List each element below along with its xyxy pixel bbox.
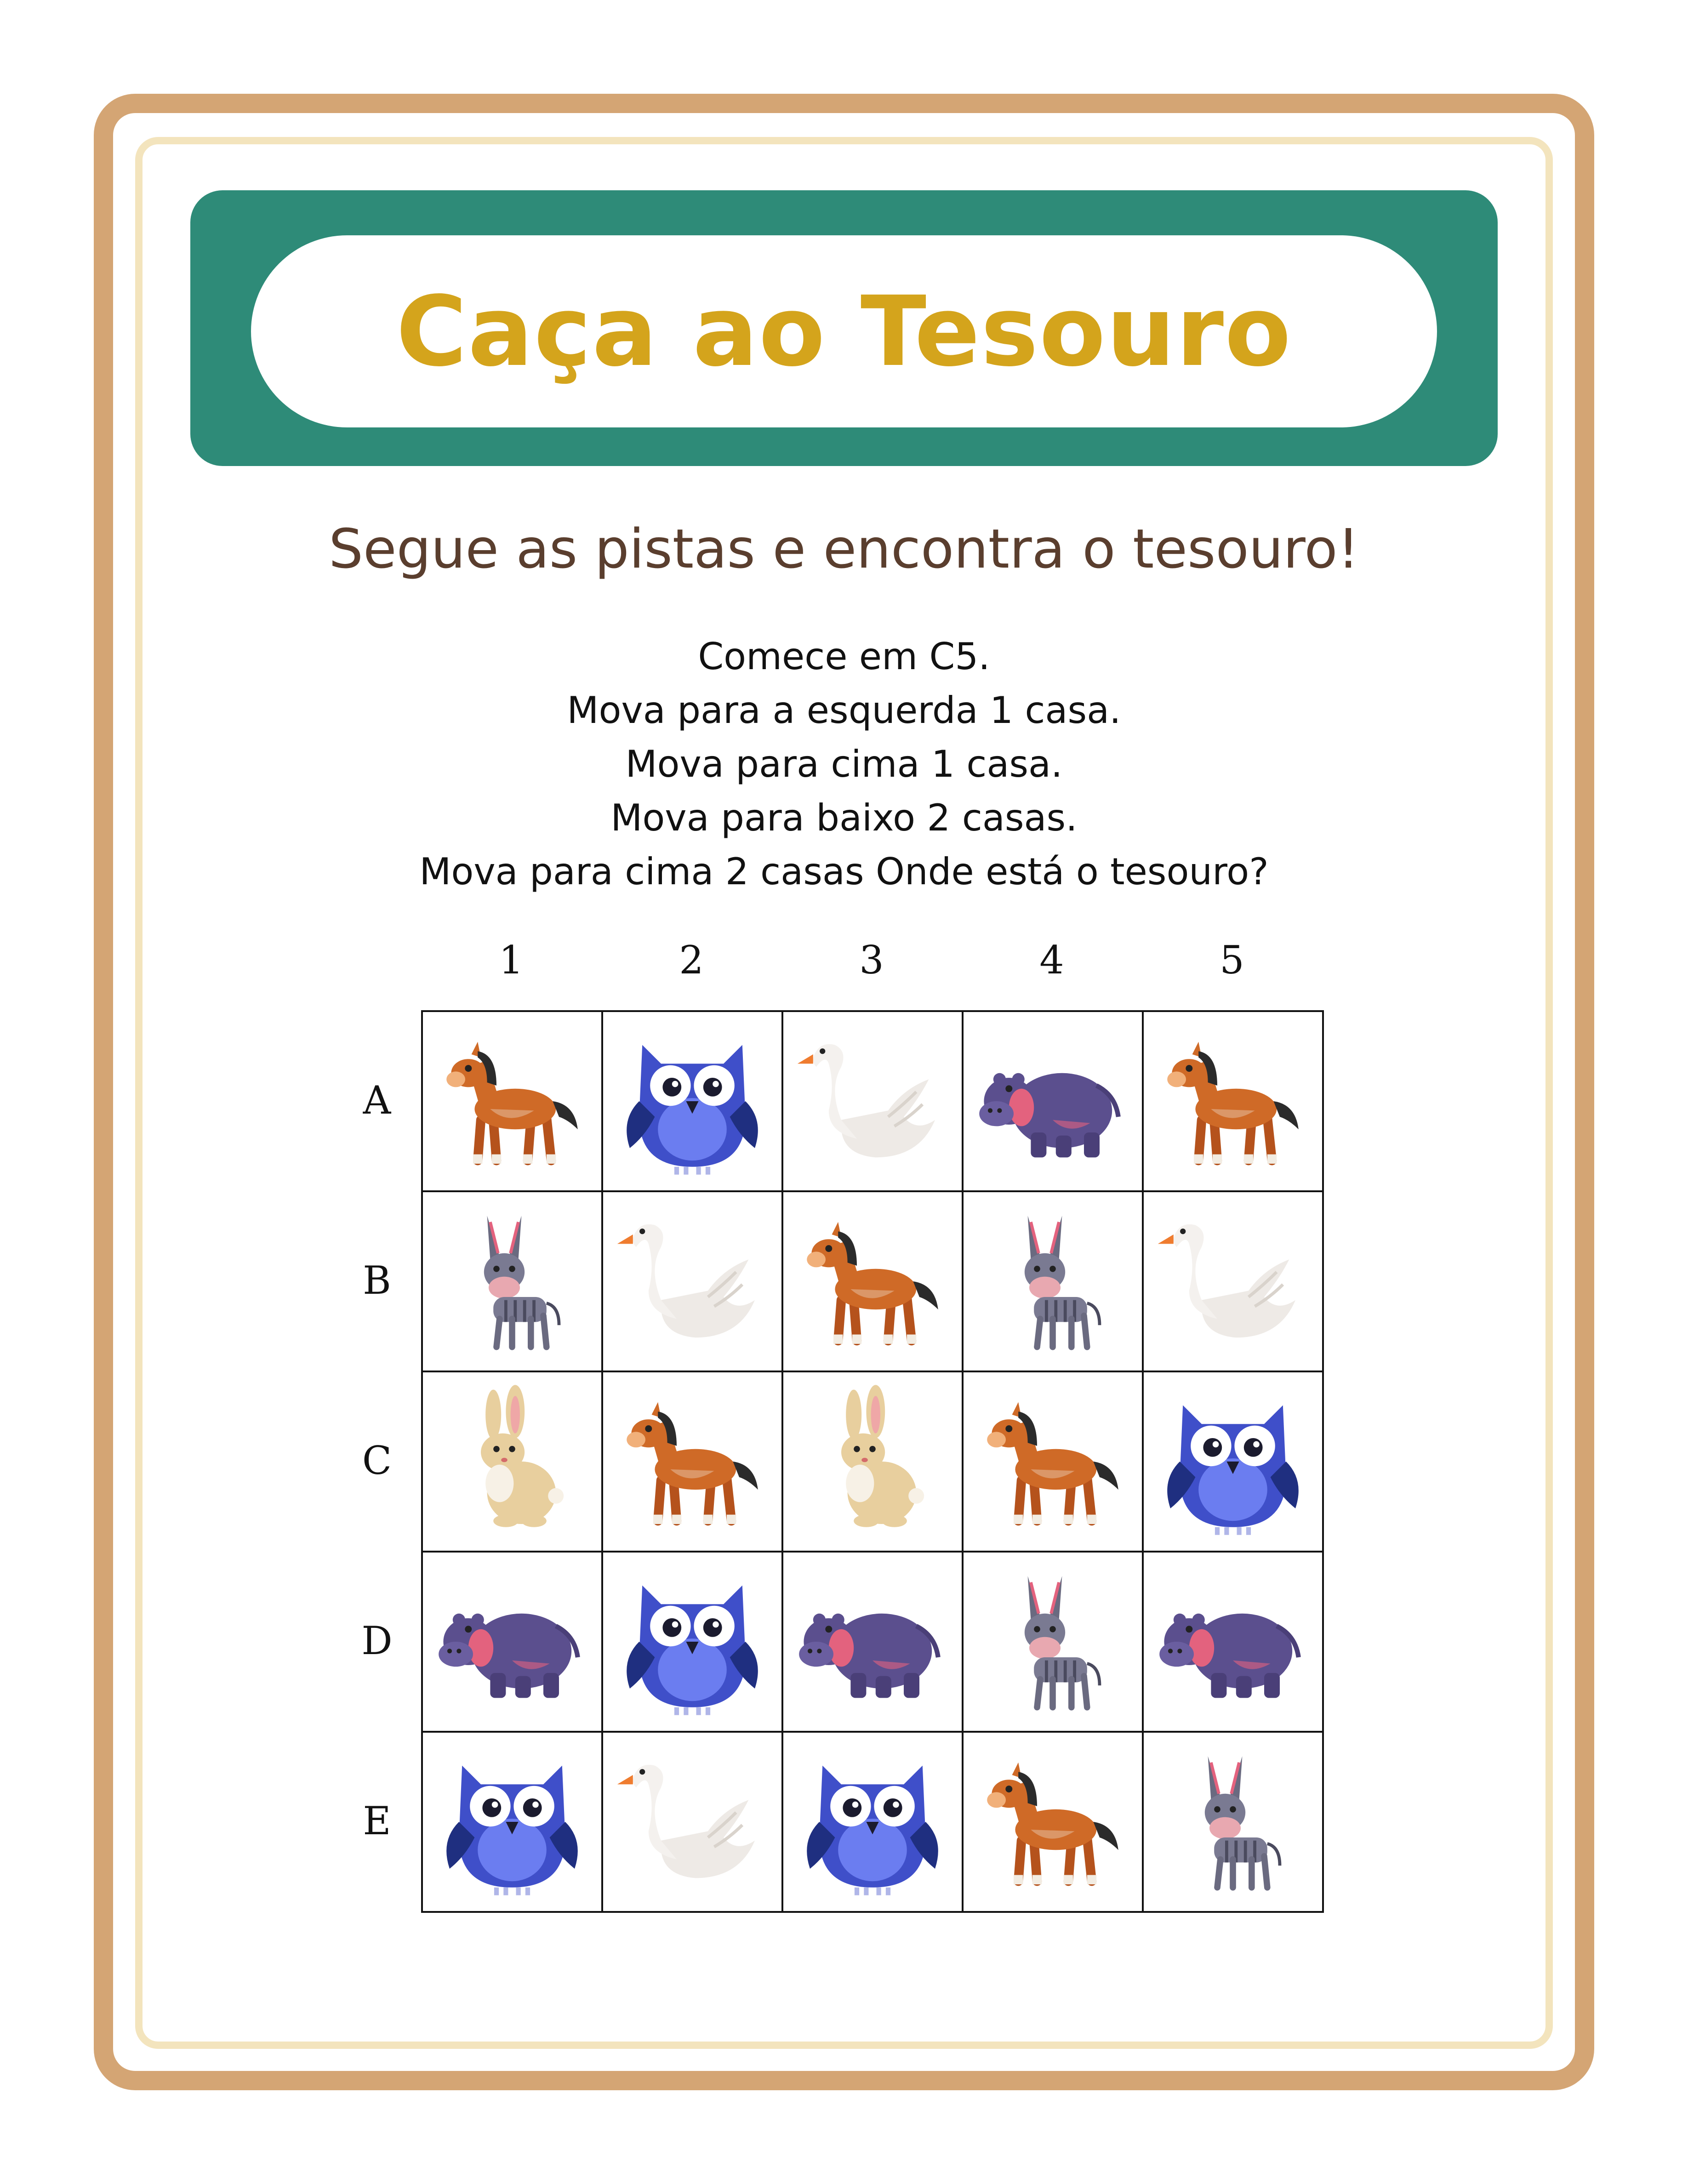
donkey-icon [434,1203,590,1359]
swan-icon [794,1023,951,1179]
rabbit-icon [434,1383,590,1540]
grid-cell [1144,1012,1324,1192]
row-labels [340,1010,414,1911]
clue-line: Comece em C5. [698,635,990,678]
grid-cell [964,1733,1144,1913]
grid-cell [603,1192,783,1372]
grid-cell [1144,1733,1324,1913]
clue-line: Mova para baixo 2 casas. [610,796,1078,839]
grid-cell [783,1012,964,1192]
row-label: C [362,1438,392,1483]
column-labels [421,938,1322,993]
donkey-icon [975,1203,1131,1359]
swan-icon [614,1744,770,1900]
owl-icon [614,1564,770,1720]
clue-line: Mova para cima 2 casas Onde está o tesouro? [419,850,1269,893]
owl-icon [1155,1383,1311,1540]
column-label: 5 [1220,938,1244,983]
grid-cell [1144,1553,1324,1733]
column-label: 2 [679,938,704,983]
grid-cell [783,1733,964,1913]
hippo-icon [434,1564,590,1720]
row-label: E [363,1798,391,1843]
row-label: D [361,1618,393,1663]
hippo-icon [794,1564,951,1720]
horse-icon [794,1203,951,1359]
donkey-icon [1155,1744,1311,1900]
column-label: 1 [499,938,524,983]
column-label: 4 [1039,938,1064,983]
column-label: 3 [859,938,884,983]
swan-icon [1155,1203,1311,1359]
grid-cell [603,1733,783,1913]
grid-cell [1144,1372,1324,1553]
clue-list [0,630,1688,899]
owl-icon [794,1744,951,1900]
clue-line: Mova para cima 1 casa. [625,743,1063,785]
grid-cell [423,1372,603,1553]
donkey-icon [975,1564,1131,1720]
clue-line: Mova para a esquerda 1 casa. [567,689,1121,732]
horse-icon [975,1744,1131,1900]
swan-icon [614,1203,770,1359]
horse-icon [1155,1023,1311,1179]
grid-cell [964,1372,1144,1553]
hippo-icon [975,1023,1131,1179]
grid-cell [783,1192,964,1372]
owl-icon [434,1744,590,1900]
rabbit-icon [794,1383,951,1540]
grid-cell [423,1012,603,1192]
horse-icon [614,1383,770,1540]
row-label: B [363,1258,391,1303]
subtitle: Segue as pistas e encontra o tesouro! [329,517,1359,580]
grid-cell [783,1372,964,1553]
grid-cell [964,1553,1144,1733]
hippo-icon [1155,1564,1311,1720]
page-title: Caça ao Tesouro [396,275,1292,388]
row-label: A [363,1078,391,1123]
title-pill [251,235,1437,427]
grid-cell [423,1553,603,1733]
grid-cell [603,1372,783,1553]
grid-cell [964,1192,1144,1372]
owl-icon [614,1023,770,1179]
horse-icon [975,1383,1131,1540]
grid-cell [964,1012,1144,1192]
grid-cell [423,1733,603,1913]
grid-cell [783,1553,964,1733]
grid-cell [423,1192,603,1372]
treasure-grid [421,1010,1324,1913]
horse-icon [434,1023,590,1179]
grid-cell [603,1553,783,1733]
grid-cell [603,1012,783,1192]
grid-cell [1144,1192,1324,1372]
